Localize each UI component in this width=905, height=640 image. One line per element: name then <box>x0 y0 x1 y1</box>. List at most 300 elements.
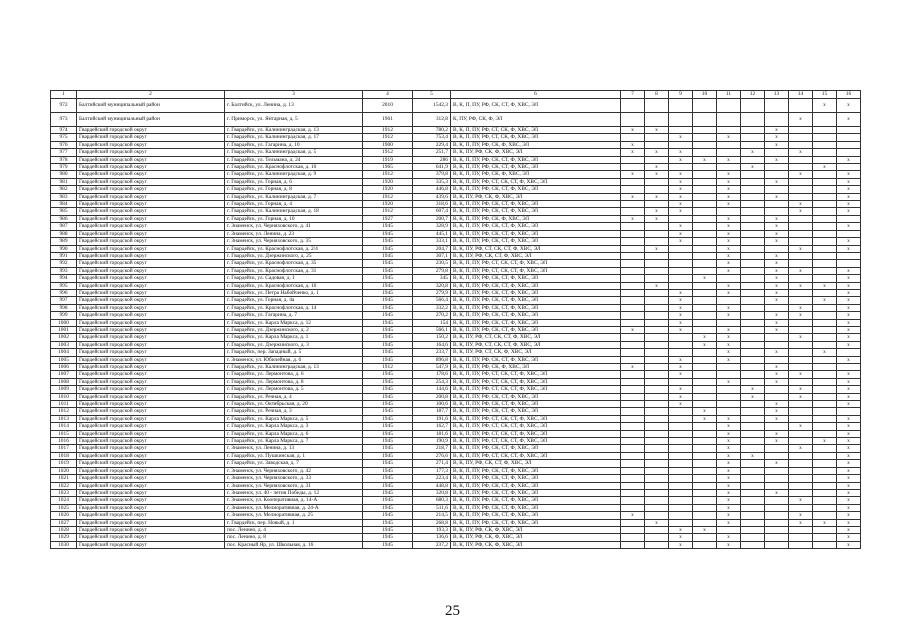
mark-cell-col-7 <box>621 134 645 141</box>
mark-cell-col-16: x <box>837 371 861 378</box>
mark-cell-col-15: x <box>813 164 837 171</box>
municipality-cell: Гвардейский городской округ <box>77 364 225 371</box>
year-cell: 1945 <box>363 319 413 326</box>
mark-cell-col-14 <box>789 460 813 467</box>
mark-cell-col-10 <box>693 245 717 252</box>
mark-cell-col-13: x <box>765 267 789 274</box>
table-row <box>51 334 861 341</box>
address-cell: г. Знаменск, ул. Черняховского, д. 31 <box>225 482 363 489</box>
mark-cell-col-16: x <box>837 201 861 208</box>
mark-cell-col-16: x <box>837 208 861 215</box>
mark-cell-col-11: x <box>717 482 741 489</box>
mark-cell-col-9 <box>669 245 693 252</box>
mark-cell-col-13 <box>765 445 789 452</box>
mark-cell-col-15 <box>813 497 837 504</box>
mark-cell-col-13 <box>765 467 789 474</box>
row-number-cell: 1020 <box>51 467 77 474</box>
mark-cell-col-13 <box>765 341 789 348</box>
mark-cell-col-14: x <box>789 113 813 127</box>
year-cell: 1945 <box>363 230 413 237</box>
mark-cell-col-8 <box>645 349 669 356</box>
area-cell: 379,8 <box>413 171 451 178</box>
mark-cell-col-10 <box>693 519 717 526</box>
works-cell: В, К, П, ПУ, РФ, СК, СТ, Ф, ХВС, ЭЛ <box>451 282 621 289</box>
mark-cell-col-13 <box>765 201 789 208</box>
mark-cell-col-8 <box>645 230 669 237</box>
mark-cell-col-9 <box>669 260 693 267</box>
municipality-cell: Гвардейский городской округ <box>77 326 225 333</box>
mark-cell-col-10 <box>693 252 717 259</box>
mark-cell-col-9: x <box>669 149 693 156</box>
mark-cell-col-14 <box>789 99 813 113</box>
mark-cell-col-10 <box>693 99 717 113</box>
mark-cell-col-9: x <box>669 208 693 215</box>
works-cell: В, К, П, ПУ, РФ, СТ, СК, Ф, ХВС, ЭЛ <box>451 134 621 141</box>
year-cell: 1945 <box>363 475 413 482</box>
mark-cell-col-14: x <box>789 149 813 156</box>
mark-cell-col-8 <box>645 482 669 489</box>
mark-cell-col-14 <box>789 193 813 200</box>
mark-cell-col-7 <box>621 504 645 511</box>
mark-cell-col-9: x <box>669 541 693 548</box>
mark-cell-col-7: x <box>621 193 645 200</box>
year-cell: 1912 <box>363 208 413 215</box>
mark-cell-col-13 <box>765 304 789 311</box>
row-number-cell: 986 <box>51 215 77 222</box>
area-cell: 191,6 <box>413 415 451 422</box>
works-cell: В, К, П, ПУ, РФ, СТ, СК, СТ, Ф, ХВС, ЭЛ <box>451 430 621 437</box>
mark-cell-col-13: x <box>765 349 789 356</box>
table-row <box>51 223 861 230</box>
mark-cell-col-7 <box>621 289 645 296</box>
mark-cell-col-15 <box>813 386 837 393</box>
mark-cell-col-15 <box>813 534 837 541</box>
mark-cell-col-7 <box>621 245 645 252</box>
mark-cell-col-10 <box>693 141 717 148</box>
mark-cell-col-14 <box>789 260 813 267</box>
mark-cell-col-16 <box>837 127 861 134</box>
mark-cell-col-9: x <box>669 356 693 363</box>
column-header-12: 12 <box>741 91 765 99</box>
mark-cell-col-10 <box>693 113 717 127</box>
mark-cell-col-7 <box>621 238 645 245</box>
mark-cell-col-16: x <box>837 475 861 482</box>
mark-cell-col-9 <box>669 267 693 274</box>
mark-cell-col-9 <box>669 141 693 148</box>
table-row <box>51 482 861 489</box>
area-cell: 164,6 <box>413 341 451 348</box>
mark-cell-col-8 <box>645 319 669 326</box>
mark-cell-col-12 <box>741 415 765 422</box>
mark-cell-col-15 <box>813 341 837 348</box>
mark-cell-col-7 <box>621 164 645 171</box>
column-header-5: 5 <box>413 91 451 99</box>
mark-cell-col-8 <box>645 186 669 193</box>
mark-cell-col-10 <box>693 208 717 215</box>
table-row <box>51 260 861 267</box>
mark-cell-col-10 <box>693 386 717 393</box>
year-cell: 1945 <box>363 282 413 289</box>
row-number-cell: 1019 <box>51 460 77 467</box>
mark-cell-col-12 <box>741 541 765 548</box>
mark-cell-col-9: x <box>669 534 693 541</box>
mark-cell-col-12: x <box>741 452 765 459</box>
municipality-cell: Гвардейский городской округ <box>77 275 225 282</box>
table-row <box>51 113 861 127</box>
table-row <box>51 186 861 193</box>
mark-cell-col-13: x <box>765 260 789 267</box>
mark-cell-col-9 <box>669 164 693 171</box>
table-row <box>51 149 861 156</box>
mark-cell-col-12 <box>741 319 765 326</box>
mark-cell-col-8 <box>645 304 669 311</box>
area-cell: 214,5 <box>413 512 451 519</box>
mark-cell-col-9 <box>669 489 693 496</box>
mark-cell-col-10 <box>693 267 717 274</box>
table-row <box>51 326 861 333</box>
mark-cell-col-10 <box>693 289 717 296</box>
mark-cell-col-9 <box>669 512 693 519</box>
mark-cell-col-13: x <box>765 408 789 415</box>
works-cell: В, К, П, ПУ, РФ, СК, СТ, Ф, ХВС, ЭЛ <box>451 489 621 496</box>
municipality-cell: Гвардейский городской округ <box>77 223 225 230</box>
mark-cell-col-7 <box>621 438 645 445</box>
mark-cell-col-14 <box>789 408 813 415</box>
municipality-cell: Гвардейский городской округ <box>77 408 225 415</box>
mark-cell-col-8 <box>645 113 669 127</box>
works-cell: В, К, П, ПУ, РФ, СТ, СК, Ф, ХВС, ЭЛ <box>451 127 621 134</box>
mark-cell-col-10 <box>693 223 717 230</box>
year-cell: 1945 <box>363 497 413 504</box>
mark-cell-col-11: x <box>717 430 741 437</box>
mark-cell-col-13: x <box>765 127 789 134</box>
municipality-cell: Гвардейский городской округ <box>77 201 225 208</box>
works-cell: В, К, П, ПУ, РФ, СК, СТ, Ф, ХВС, ЭЛ <box>451 186 621 193</box>
mark-cell-col-7 <box>621 445 645 452</box>
row-number-cell: 1023 <box>51 489 77 496</box>
column-header-11: 11 <box>717 91 741 99</box>
table-row <box>51 460 861 467</box>
mark-cell-col-13: x <box>765 238 789 245</box>
mark-cell-col-15 <box>813 113 837 127</box>
mark-cell-col-11 <box>717 297 741 304</box>
area-cell: 187,7 <box>413 408 451 415</box>
mark-cell-col-9 <box>669 519 693 526</box>
mark-cell-col-11: x <box>717 475 741 482</box>
mark-cell-col-15 <box>813 526 837 533</box>
works-cell: В, К, П, ПУ, РФ, СТ, СК, СТ, Ф, ХВС, ЭЛ <box>451 415 621 422</box>
mark-cell-col-8: x <box>645 245 669 252</box>
mark-cell-col-13: x <box>765 415 789 422</box>
mark-cell-col-12: x <box>741 164 765 171</box>
mark-cell-col-12: x <box>741 386 765 393</box>
year-cell: 1945 <box>363 401 413 408</box>
row-number-cell: 997 <box>51 297 77 304</box>
mark-cell-col-11: x <box>717 201 741 208</box>
municipality-cell: Гвардейский городской округ <box>77 260 225 267</box>
mark-cell-col-16: x <box>837 497 861 504</box>
mark-cell-col-9: x <box>669 319 693 326</box>
mark-cell-col-14: x <box>789 393 813 400</box>
mark-cell-col-14 <box>789 378 813 385</box>
mark-cell-col-10 <box>693 186 717 193</box>
works-cell: В, К, П, ПУ, РФ, СК, СТ, Ф, ХВС, ЭЛ <box>451 164 621 171</box>
municipality-cell: Гвардейский городской округ <box>77 349 225 356</box>
mark-cell-col-12 <box>741 289 765 296</box>
mark-cell-col-16: x <box>837 541 861 548</box>
mark-cell-col-12 <box>741 408 765 415</box>
mark-cell-col-11: x <box>717 378 741 385</box>
mark-cell-col-16: x <box>837 430 861 437</box>
year-cell: 1945 <box>363 260 413 267</box>
mark-cell-col-11: x <box>717 230 741 237</box>
address-cell: г. Гвардейск, ул. Карла Маркса, д. 3 <box>225 423 363 430</box>
works-cell: В, К, ПУ, РФ, СК, Ф, ХВС, ЭЛ <box>451 149 621 156</box>
address-cell: пос. Ленино, д. 4 <box>225 526 363 533</box>
address-cell: г. Гвардейск, ул. Дзержинского, д. 2 <box>225 326 363 333</box>
row-number-cell: 999 <box>51 312 77 319</box>
mark-cell-col-11: x <box>717 171 741 178</box>
mark-cell-col-7 <box>621 267 645 274</box>
mark-cell-col-15 <box>813 193 837 200</box>
mark-cell-col-9 <box>669 113 693 127</box>
row-number-cell: 1028 <box>51 526 77 533</box>
mark-cell-col-9 <box>669 378 693 385</box>
mark-cell-col-8 <box>645 312 669 319</box>
mark-cell-col-8 <box>645 534 669 541</box>
row-number-cell: 983 <box>51 193 77 200</box>
table-row <box>51 245 861 252</box>
municipality-cell: Гвардейский городской округ <box>77 141 225 148</box>
table-row <box>51 297 861 304</box>
mark-cell-col-11: x <box>717 467 741 474</box>
works-cell: В, К, П, ПУ, РФ, СТ, СК, СТ, Ф, ХВС, ЭЛ <box>451 452 621 459</box>
mark-cell-col-10 <box>693 504 717 511</box>
mark-cell-col-7 <box>621 423 645 430</box>
mark-cell-col-12 <box>741 223 765 230</box>
row-number-cell: 1021 <box>51 475 77 482</box>
mark-cell-col-14 <box>789 364 813 371</box>
table-row <box>51 526 861 533</box>
mark-cell-col-13 <box>765 497 789 504</box>
mark-cell-col-7 <box>621 489 645 496</box>
mark-cell-col-8 <box>645 289 669 296</box>
mark-cell-col-15 <box>813 393 837 400</box>
mark-cell-col-15: x <box>813 282 837 289</box>
table-row <box>51 201 861 208</box>
mark-cell-col-16: x <box>837 401 861 408</box>
mark-cell-col-12: x <box>741 149 765 156</box>
row-number-cell: 979 <box>51 164 77 171</box>
table-row <box>51 445 861 452</box>
table-row <box>51 512 861 519</box>
mark-cell-col-9 <box>669 99 693 113</box>
mark-cell-col-15: x <box>813 438 837 445</box>
row-number-cell: 982 <box>51 186 77 193</box>
row-number-cell: 987 <box>51 223 77 230</box>
mark-cell-col-15 <box>813 223 837 230</box>
mark-cell-col-9 <box>669 497 693 504</box>
column-header-3: 3 <box>225 91 363 99</box>
mark-cell-col-16: x <box>837 341 861 348</box>
municipality-cell: Гвардейский городской округ <box>77 289 225 296</box>
municipality-cell: Гвардейский городской округ <box>77 127 225 134</box>
mark-cell-col-12 <box>741 127 765 134</box>
row-number-cell: 985 <box>51 208 77 215</box>
address-cell: г. Гвардейск, ул. Речная, д. 3 <box>225 408 363 415</box>
mark-cell-col-13 <box>765 356 789 363</box>
area-cell: 144,6 <box>413 386 451 393</box>
area-cell: 254,3 <box>413 378 451 385</box>
table-row <box>51 430 861 437</box>
municipality-cell: Гвардейский городской округ <box>77 304 225 311</box>
works-cell: В, К, П, ПУ, РФ, СК, СТ, Ф, ХВС, ЭЛ <box>451 512 621 519</box>
mark-cell-col-12 <box>741 275 765 282</box>
mark-cell-col-13: x <box>765 489 789 496</box>
mark-cell-col-13 <box>765 99 789 113</box>
mark-cell-col-13 <box>765 541 789 548</box>
area-cell: 328,9 <box>413 223 451 230</box>
mark-cell-col-9 <box>669 215 693 222</box>
mark-cell-col-7 <box>621 230 645 237</box>
address-cell: г. Гвардейск, ул. Пушкинская, д. 1 <box>225 452 363 459</box>
works-cell: В, К, ПУ, РФ, СК, Ф, ХВС, ЭЛ <box>451 534 621 541</box>
mark-cell-col-13 <box>765 482 789 489</box>
mark-cell-col-7 <box>621 208 645 215</box>
mark-cell-col-10 <box>693 393 717 400</box>
year-cell: 1945 <box>363 452 413 459</box>
mark-cell-col-11: x <box>717 252 741 259</box>
area-cell: 641,9 <box>413 164 451 171</box>
year-cell: 2010 <box>363 99 413 113</box>
mark-cell-col-14: x <box>789 497 813 504</box>
area-cell: 233,7 <box>413 349 451 356</box>
address-cell: г. Гвардейск, ул. Лермонтова, д. 5 <box>225 386 363 393</box>
table-row <box>51 356 861 363</box>
mark-cell-col-15 <box>813 452 837 459</box>
address-cell: г. Гвардейск, ул. Карла Маркса, д. 7 <box>225 438 363 445</box>
table-row <box>51 208 861 215</box>
mark-cell-col-8 <box>645 541 669 548</box>
mark-cell-col-15 <box>813 238 837 245</box>
mark-cell-col-8: x <box>645 193 669 200</box>
table-row <box>51 386 861 393</box>
mark-cell-col-12 <box>741 497 765 504</box>
mark-cell-col-16: x <box>837 223 861 230</box>
mark-cell-col-12 <box>741 208 765 215</box>
municipality-cell: Гвардейский городской округ <box>77 319 225 326</box>
address-cell: г. Знаменск, ул. Мелиоративная, д. 24-А <box>225 504 363 511</box>
table-row <box>51 282 861 289</box>
mark-cell-col-7 <box>621 541 645 548</box>
works-cell: В, К, П, ПУ, РФ, СК, СТ, Ф, ХВС, ЭЛ <box>451 467 621 474</box>
address-cell: г. Балтийск, ул. Ленина, д. 13 <box>225 99 363 113</box>
mark-cell-col-14 <box>789 127 813 134</box>
mark-cell-col-11: x <box>717 452 741 459</box>
table-row <box>51 230 861 237</box>
mark-cell-col-15 <box>813 423 837 430</box>
area-cell: 896,8 <box>413 356 451 363</box>
year-cell: 1912 <box>363 134 413 141</box>
mark-cell-col-7: x <box>621 364 645 371</box>
mark-cell-col-8: x <box>645 215 669 222</box>
mark-cell-col-8 <box>645 371 669 378</box>
area-cell: 190,9 <box>413 438 451 445</box>
address-cell: г. Знаменск, ул. Черняховского, д. 35 <box>225 238 363 245</box>
municipality-cell: Гвардейский городской округ <box>77 171 225 178</box>
year-cell: 1927 <box>363 215 413 222</box>
mark-cell-col-7 <box>621 460 645 467</box>
year-cell: 1945 <box>363 541 413 548</box>
mark-cell-col-16: x <box>837 99 861 113</box>
mark-cell-col-13: x <box>765 193 789 200</box>
mark-cell-col-10 <box>693 482 717 489</box>
mark-cell-col-11: x <box>717 512 741 519</box>
municipality-cell: Гвардейский городской округ <box>77 504 225 511</box>
year-cell: 1945 <box>363 519 413 526</box>
area-cell: 312,8 <box>413 113 451 127</box>
mark-cell-col-11: x <box>717 215 741 222</box>
mark-cell-col-12 <box>741 238 765 245</box>
municipality-cell: Гвардейский городской округ <box>77 341 225 348</box>
mark-cell-col-7 <box>621 178 645 185</box>
municipality-cell: Гвардейский городской округ <box>77 534 225 541</box>
mark-cell-col-9: x <box>669 386 693 393</box>
year-cell: 1961 <box>363 113 413 127</box>
address-cell: г. Знаменск, ул. Кооперативная, д. 14-А <box>225 497 363 504</box>
mark-cell-col-16: x <box>837 282 861 289</box>
mark-cell-col-13 <box>765 164 789 171</box>
works-cell: В, К, П, ПУ, РФ, СК, СТ, Ф, ХВС, ЭЛ <box>451 99 621 113</box>
table-row <box>51 341 861 348</box>
mark-cell-col-16: x <box>837 238 861 245</box>
mark-cell-col-11: x <box>717 193 741 200</box>
year-cell: 1945 <box>363 289 413 296</box>
table-row <box>51 289 861 296</box>
works-cell: В, К, П, ПУ, РФ, СТ, СК, СТ, Ф, ХВС, ЭЛ <box>451 371 621 378</box>
area-cell: 439,6 <box>413 193 451 200</box>
mark-cell-col-16 <box>837 349 861 356</box>
mark-cell-col-15 <box>813 267 837 274</box>
mark-cell-col-7 <box>621 113 645 127</box>
mark-cell-col-16 <box>837 149 861 156</box>
mark-cell-col-7: x <box>621 141 645 148</box>
mark-cell-col-13 <box>765 386 789 393</box>
mark-cell-col-14 <box>789 504 813 511</box>
row-number-cell: 1025 <box>51 504 77 511</box>
area-cell: 332,2 <box>413 304 451 311</box>
mark-cell-col-8 <box>645 378 669 385</box>
mark-cell-col-16: x <box>837 445 861 452</box>
area-cell: 307,1 <box>413 252 451 259</box>
mark-cell-col-7 <box>621 519 645 526</box>
municipality-cell: Гвардейский городской округ <box>77 156 225 163</box>
municipality-cell: Гвардейский городской округ <box>77 371 225 378</box>
address-cell: г. Гвардейск, пер. Западный, д. 5 <box>225 349 363 356</box>
mark-cell-col-10 <box>693 489 717 496</box>
mark-cell-col-7 <box>621 282 645 289</box>
row-number-cell: 975 <box>51 134 77 141</box>
mark-cell-col-16: x <box>837 312 861 319</box>
municipality-cell: Гвардейский городской округ <box>77 297 225 304</box>
mark-cell-col-16 <box>837 141 861 148</box>
year-cell: 1945 <box>363 512 413 519</box>
mark-cell-col-15 <box>813 127 837 134</box>
municipality-cell: Гвардейский городской округ <box>77 482 225 489</box>
mark-cell-col-14 <box>789 430 813 437</box>
area-cell: 318,6 <box>413 201 451 208</box>
mark-cell-col-8 <box>645 156 669 163</box>
